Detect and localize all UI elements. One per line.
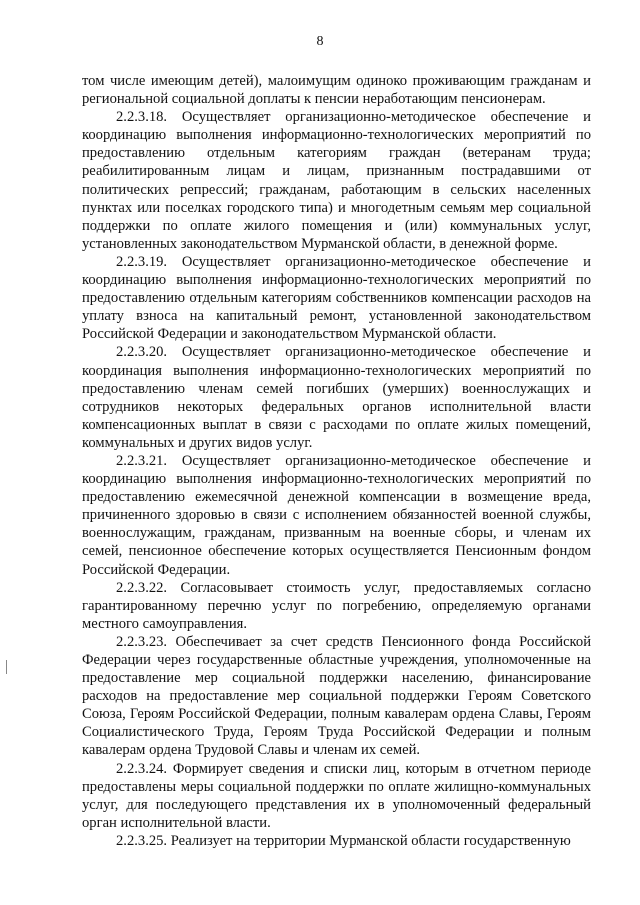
- page-number: 8: [316, 34, 324, 49]
- paragraph-2-2-3-22: 2.2.3.22. Согласовывает стоимость услуг, предоставляемых согласно гарантированному перечню услуг по погребению, определяемую органами местного самоуправления.: [82, 579, 591, 632]
- paragraph-2-2-3-18: 2.2.3.18. Осуществляет организационно-методическое обеспечение и координацию выполнения информационно-технологических мероприятий по предоставлению отдельным категориям граждан (ветеранам труда; реабилитированным лицам и лицам, признанным пострадавшими от политических репрессий; гражданам, работающим в сельских населенных пунктах или поселках городского типа) и многодетным семьям мер социальной поддержки по оплате жилого помещения и (или) коммунальных услуг, установленных законодательством Мурманской области, в денежной форме.: [82, 109, 591, 252]
- document-body: [82, 72, 591, 850]
- paragraph-continuation: том числе имеющим детей), малоимущим одиноко проживающим гражданам и региональной социальной доплаты к пенсии неработающим пенсионерам.: [82, 73, 591, 108]
- margin-mark: [6, 660, 7, 674]
- paragraph-2-2-3-25: 2.2.3.25. Реализует на территории Мурманской области государственную: [116, 832, 571, 849]
- paragraph-2-2-3-21: 2.2.3.21. Осуществляет организационно-методическое обеспечение и координацию выполнения информационно-технологических мероприятий по предоставлению ежемесячной денежной компенсации в возмещение вреда, причиненного здоровью в связи с исполнением обязанностей военной службы, военнослужащим, гражданам, призванным на военные сборы, и членам их семей, пенсионное обеспечение которых осуществляется Пенсионным фондом Российской Федерации.: [82, 452, 591, 578]
- paragraph-2-2-3-23: 2.2.3.23. Обеспечивает за счет средств Пенсионного фонда Российской Федерации через государственные областные учреждения, уполномоченные на предоставление мер социальной поддержки населению, финансирование расходов на предоставление мер социальной поддержки Героям Советского Союза, Героям Российской Федерации, полным кавалерам ордена Славы, Героям Социалистического Труда, Героям Труда Российской Федерации и полным кавалерам ордена Трудовой Славы и членам их семей.: [82, 633, 591, 759]
- paragraph-2-2-3-20: 2.2.3.20. Осуществляет организационно-методическое обеспечение и координация выполнения информационно-технологических мероприятий по предоставлению членам семей погибших (умерших) военнослужащих и сотрудников некоторых федеральных органов исполнительной власти компенсационных выплат в связи с расходами по оплате жилых помещений, коммунальных и других видов услуг.: [82, 344, 591, 451]
- paragraph-2-2-3-24: 2.2.3.24. Формирует сведения и списки лиц, которым в отчетном периоде предоставлены меры социальной поддержки по оплате жилищно-коммунальных услуг, для последующего представления их в уполномоченный федеральный орган исполнительной власти.: [82, 760, 591, 831]
- paragraph-2-2-3-19: 2.2.3.19. Осуществляет организационно-методическое обеспечение и координацию выполнения информационно-технологических мероприятий по предоставлению отдельным категориям собственников компенсации расходов на уплату взноса на капитальный ремонт, установленной законодательством Российской Федерации и законодательством Мурманской области.: [82, 253, 591, 343]
